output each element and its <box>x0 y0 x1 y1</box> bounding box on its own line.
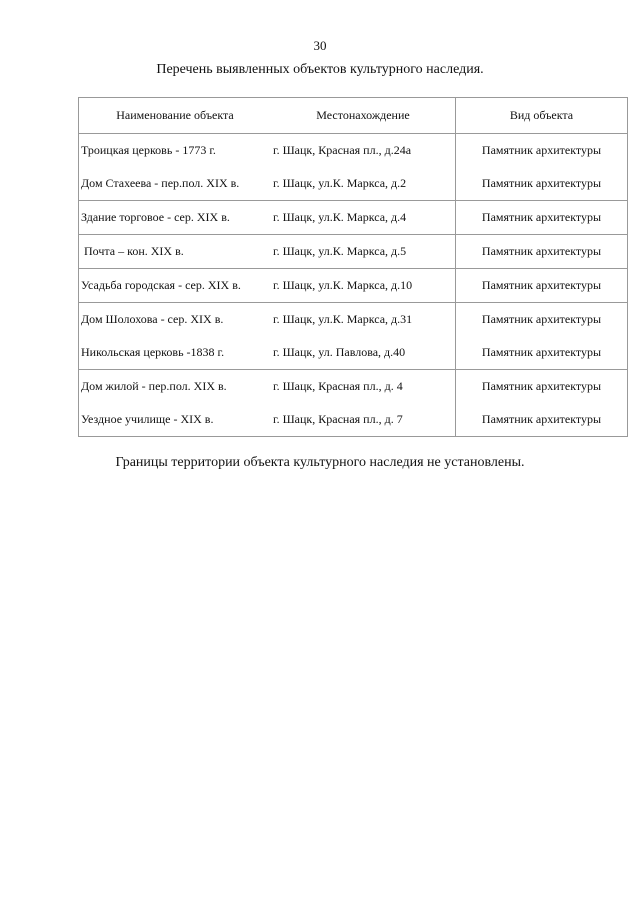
cell-location: г. Шацк, ул.К. Маркса, д.5 <box>271 235 456 269</box>
cell-object-name: Дом Шолохова - сер. XIX в. <box>81 312 224 326</box>
cell-object-name: Почта – кон. XIX в. <box>79 235 272 269</box>
table-row <box>79 167 628 201</box>
table-header-row <box>79 98 628 134</box>
cell-location: г. Шацк, ул.К. Маркса, д.31 <box>271 303 456 337</box>
cell-object-type: Памятник архитектуры <box>456 336 628 370</box>
cell-location: г. Шацк, ул.К. Маркса, д.4 <box>271 201 456 235</box>
header-object-name: Наименование объекта <box>79 98 272 134</box>
document-title: Перечень выявленных объектов культурного наследия. <box>156 62 484 77</box>
header-object-type: Вид объекта <box>456 98 628 134</box>
table-row <box>79 370 628 404</box>
cell-object-name: Здание торговое - сер. XIX в. <box>79 201 272 235</box>
cell-location: г. Шацк, Красная пл., д.24а <box>271 134 456 168</box>
cell-object-name: Дом Стахеева - пер.пол. XIX в. <box>79 167 272 201</box>
table-row <box>79 201 628 235</box>
table-row <box>79 303 628 337</box>
cell-location: г. Шацк, ул. Павлова, д.40 <box>271 336 456 370</box>
cell-object-name: Никольская церковь -1838 г. <box>79 336 272 370</box>
table-row <box>79 235 628 269</box>
cell-object-name: Уездное училище - XIX в. <box>81 412 214 426</box>
cell-object-type: Памятник архитектуры <box>456 269 628 303</box>
boundaries-note: Границы территории объекта культурного наследия не установлены. <box>115 455 525 470</box>
cell-object-type: Памятник архитектуры <box>481 312 602 326</box>
cell-location: г. Шацк, Красная пл., д. 4 <box>271 370 456 404</box>
cell-object-type: Памятник архитектуры <box>481 379 602 393</box>
cell-location: г. Шацк, ул.К. Маркса, д.2 <box>271 167 456 201</box>
heritage-objects-table <box>78 97 628 437</box>
table-row <box>79 403 628 437</box>
cell-object-type: Памятник архитектуры <box>481 143 602 157</box>
cell-object-name: Троицкая церковь - 1773 г. <box>81 143 216 157</box>
table-row <box>79 336 628 370</box>
cell-location: г. Шацк, ул.К. Маркса, д.10 <box>271 269 456 303</box>
table-row <box>79 134 628 168</box>
header-location: Местонахождение <box>271 98 456 134</box>
cell-object-type: Памятник архитектуры <box>456 201 628 235</box>
cell-object-type: Памятник архитектуры <box>456 235 628 269</box>
cell-object-name: Дом жилой - пер.пол. XIX в. <box>81 379 227 393</box>
cell-object-type: Памятник архитектуры <box>481 412 602 426</box>
page-number: 30 <box>313 38 327 53</box>
cell-object-type: Памятник архитектуры <box>456 167 628 201</box>
cell-object-name: Усадьба городская - сер. XIX в. <box>79 269 272 303</box>
cell-location: г. Шацк, Красная пл., д. 7 <box>271 403 456 437</box>
table-row <box>79 269 628 303</box>
